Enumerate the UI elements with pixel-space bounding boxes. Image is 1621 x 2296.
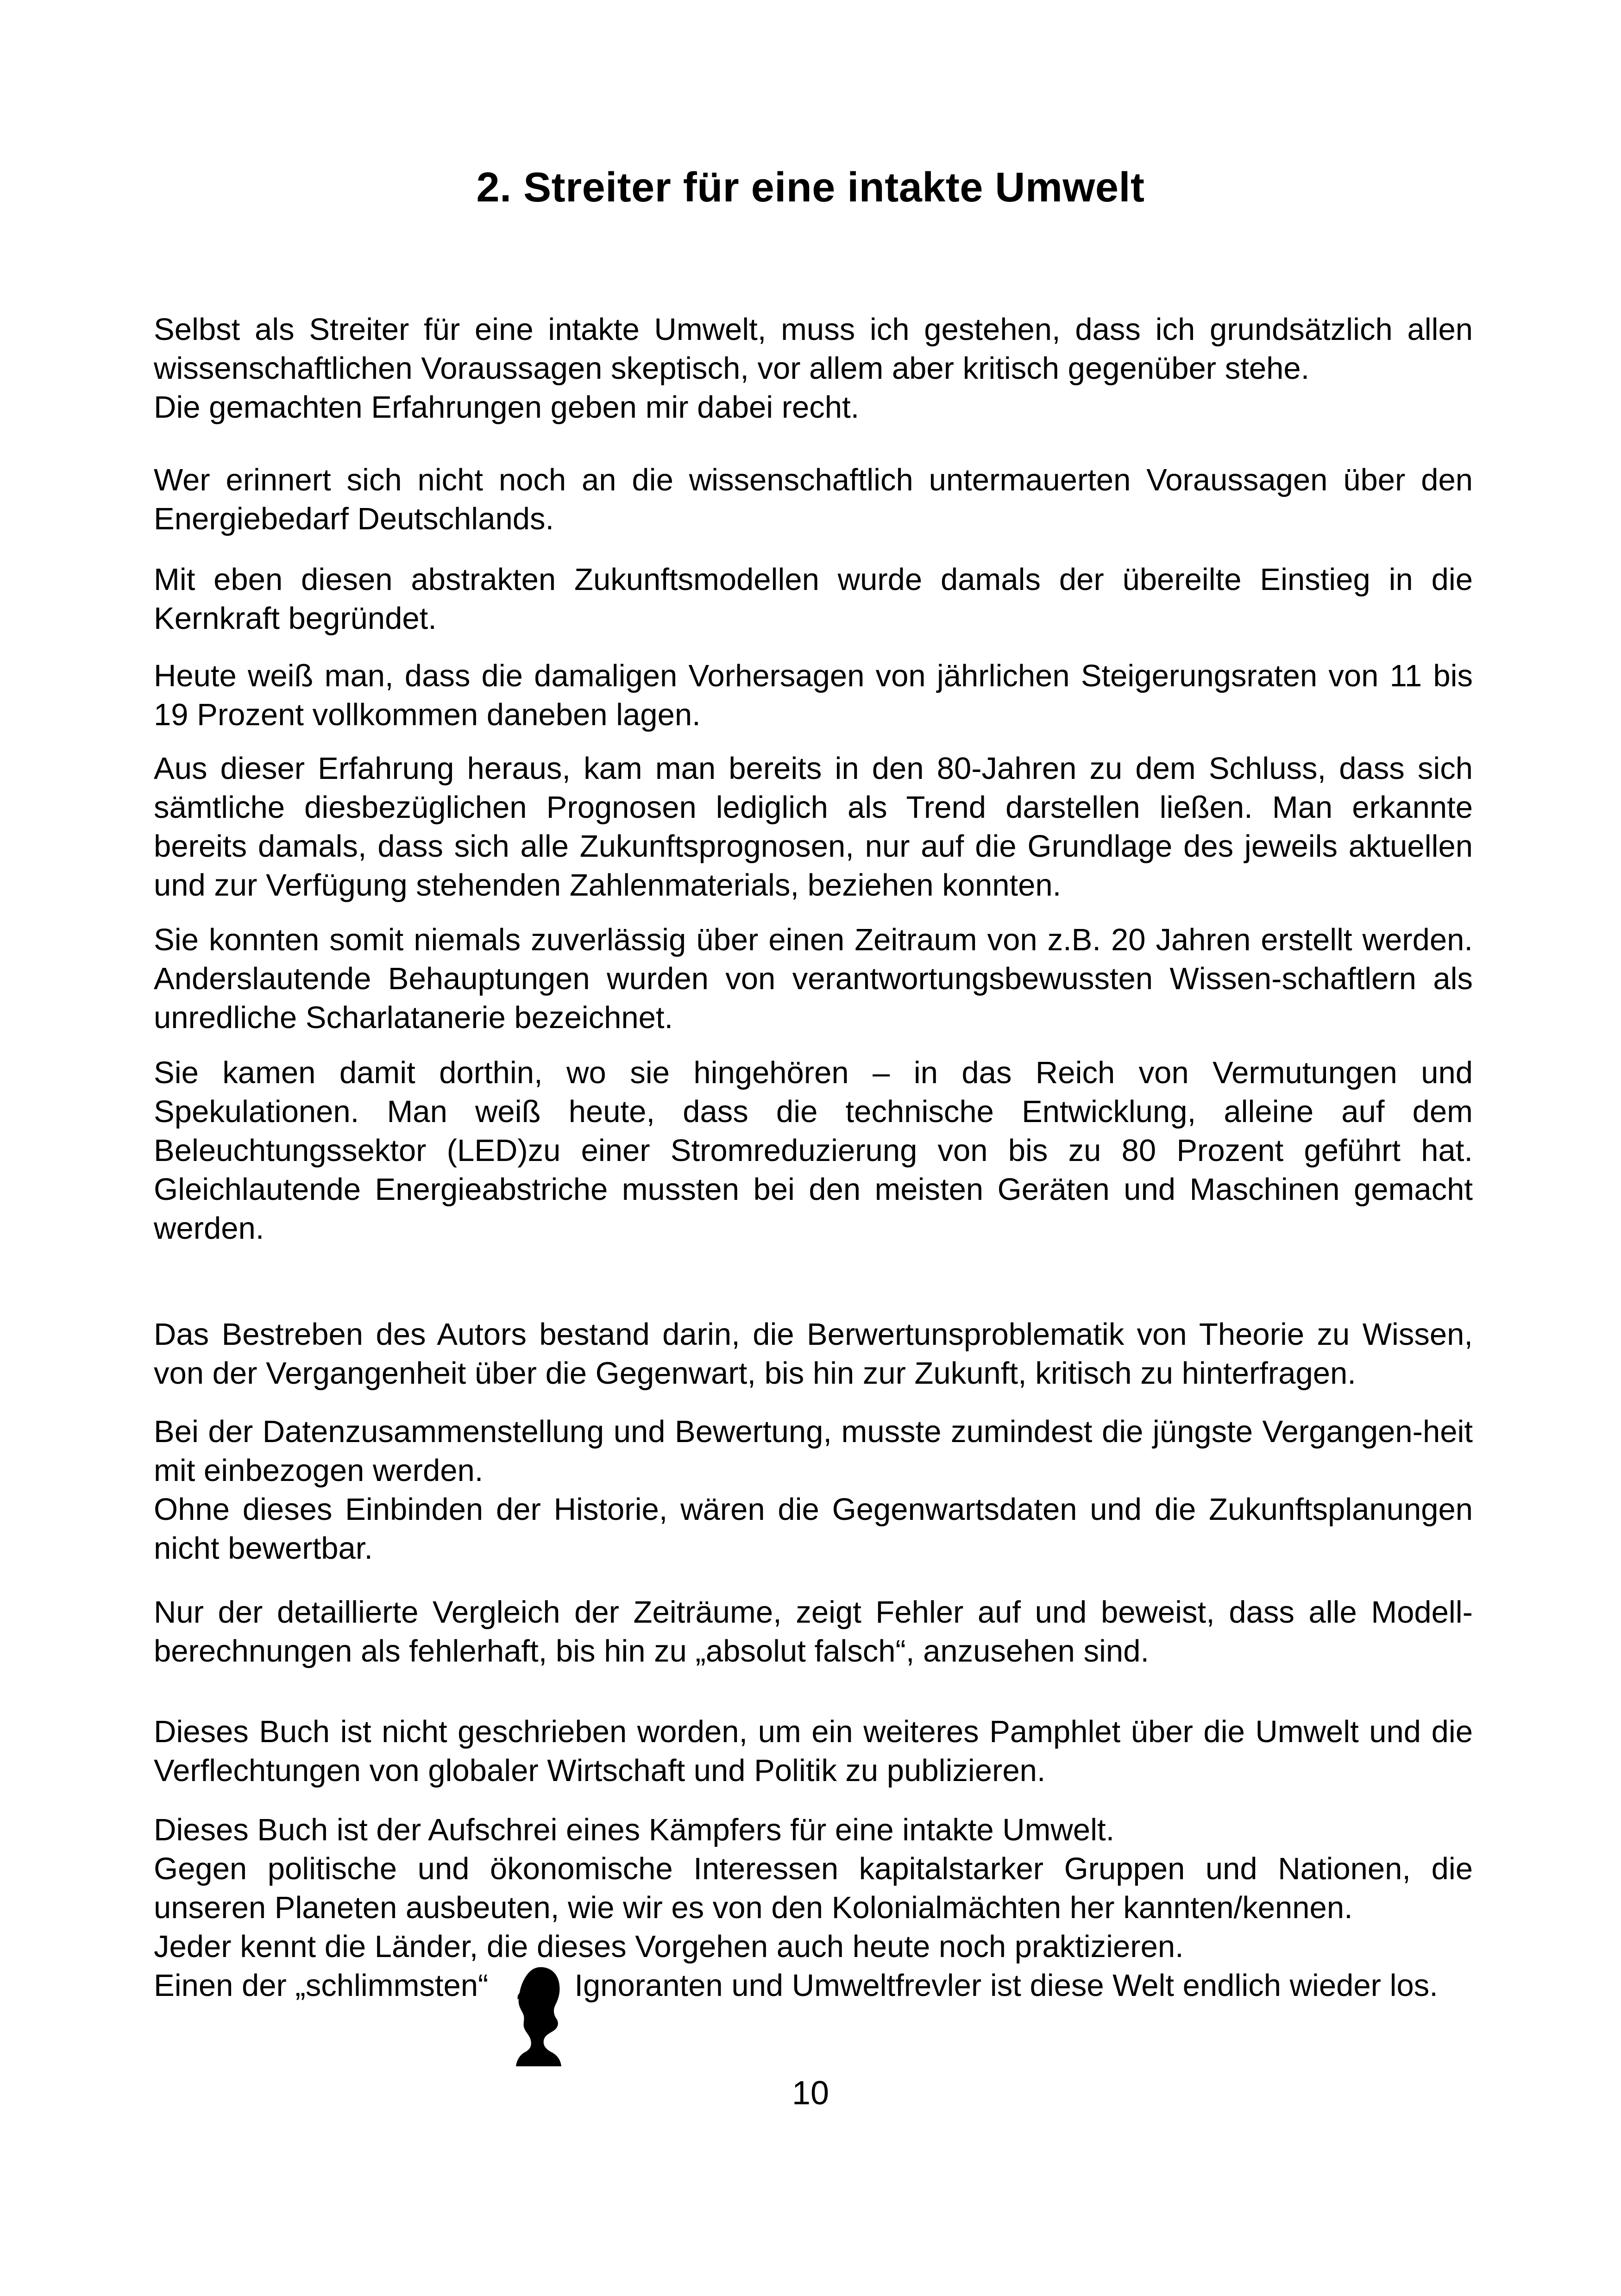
- paragraph-6: Sie konnten somit niemals zuverlässig über einen Zeitraum von z.B. 20 Jahren erstellt werden. Anderslautende Behauptungen wurden von verantwortungsbewussten Wissen-schaftlern als unredliche Scharlatanerie bezeichnet.: [154, 922, 1473, 1035]
- paragraph-12: [154, 1811, 1473, 2068]
- paragraph-3: Mit eben diesen abstrakten Zukunftsmodellen wurde damals der übereilte Einstieg in die Kernkraft begründet.: [154, 562, 1473, 636]
- paragraph-12-line-3: Jeder kennt die Länder, die dieses Vorgehen auch heute noch praktizieren.: [154, 1929, 1184, 1964]
- paragraph-8: Das Bestreben des Autors bestand darin, die Berwertunsproblematik von Theorie zu Wissen, von der Vergangenheit über die Gegenwart, bis hin zur Zukunft, kritisch zu hinterfragen.: [154, 1317, 1473, 1391]
- paragraph-1-line-2: Die gemachten Erfahrungen geben mir dabei recht.: [154, 390, 860, 425]
- paragraph-9-line-2: Ohne dieses Einbinden der Historie, wären die Gegenwartsdaten und die Zukunftsplanungen nicht bewertbar.: [154, 1492, 1473, 1566]
- paragraph-12-line-2: Gegen politische und ökonomische Interessen kapitalstarker Gruppen und Nationen, die unseren Planeten ausbeuten, wie wir es von den Kolonialmächten her kannten/kennen.: [154, 1851, 1473, 1925]
- page-number: 10: [792, 2075, 829, 2112]
- paragraph-10: Nur der detaillierte Vergleich der Zeiträume, zeigt Fehler auf und beweist, dass alle Modell-berechnungen als fehlerhaft, bis hin zu „absolut falsch“, anzusehen sind.: [154, 1595, 1473, 1669]
- paragraph-12-line-4: [154, 1966, 1473, 2068]
- last-line-start: Einen der „schlimmsten“: [154, 1968, 489, 2003]
- page-title: 2. Streiter für eine intakte Umwelt: [476, 164, 1145, 211]
- paragraph-9: [154, 1412, 1473, 1568]
- paragraph-7: Sie kamen damit dorthin, wo sie hingehören – in das Reich von Vermutungen und Spekulationen. Man weiß heute, dass die technische Entwicklung, alleine auf dem Beleuchtungssektor (LED)zu einer Stromreduzierung von bis zu 80 Prozent geführt hat. Gleichlautende Energieabstriche mussten bei den meisten Geräten und Maschinen gemacht werden.: [154, 1055, 1473, 1246]
- paragraph-12-line-1: Dieses Buch ist der Aufschrei eines Kämpfers für eine intakte Umwelt.: [154, 1813, 1115, 1847]
- head-silhouette-icon: [512, 1964, 563, 2068]
- paragraph-9-line-1: Bei der Datenzusammenstellung und Bewertung, musste zumindest die jüngste Vergangen-heit mit einbezogen werden.: [154, 1414, 1473, 1488]
- paragraph-1-line-1: Selbst als Streiter für eine intakte Umwelt, muss ich gestehen, dass ich grundsätzlich allen wissenschaftlichen Voraussagen skeptisch, vor allem aber kritisch gegenüber stehe.: [154, 312, 1473, 386]
- paragraph-11: Dieses Buch ist nicht geschrieben worden, um ein weiteres Pamphlet über die Umwelt und die Verflechtungen von globaler Wirtschaft und Politik zu publizieren.: [154, 1714, 1473, 1788]
- head-silhouette-graphic: [512, 1964, 563, 2068]
- paragraph-5: Aus dieser Erfahrung heraus, kam man bereits in den 80-Jahren zu dem Schluss, dass sich sämtliche diesbezüglichen Prognosen lediglich als Trend darstellen ließen. Man erkannte bereits damals, dass sich alle Zukunftsprognosen, nur auf die Grundlage des jeweils aktuellen und zur Verfügung stehenden Zahlenmaterials, beziehen konnten.: [154, 751, 1473, 903]
- paragraph-4: Heute weiß man, dass die damaligen Vorhersagen von jährlichen Steigerungsraten von 11 bis 19 Prozent vollkommen daneben lagen.: [154, 659, 1473, 732]
- last-line-end: Ignoranten und Umweltfrevler ist diese Welt endlich wieder los.: [574, 1968, 1438, 2003]
- paragraph-1: [154, 310, 1473, 427]
- paragraph-2: Wer erinnert sich nicht noch an die wissenschaftlich untermauerten Voraussagen über den Energiebedarf Deutschlands.: [154, 463, 1473, 536]
